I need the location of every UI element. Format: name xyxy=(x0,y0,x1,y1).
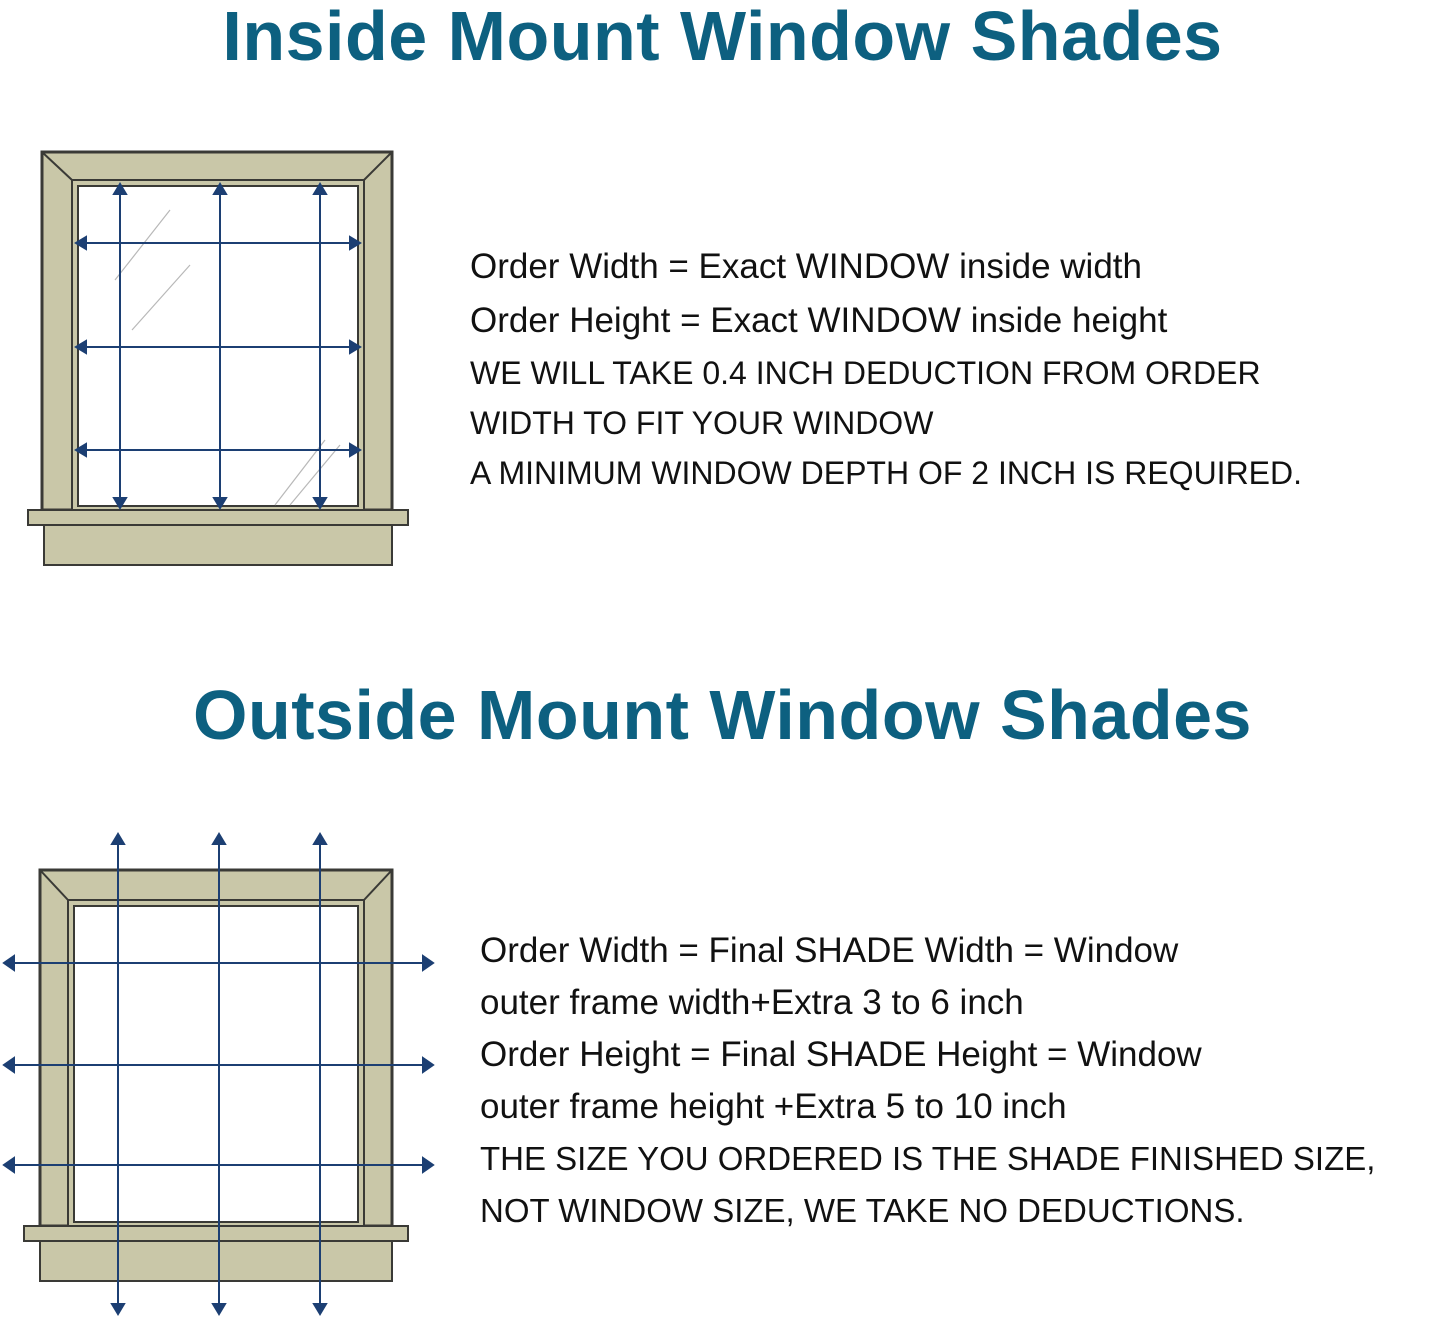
inside-mount-window-diagram xyxy=(20,140,420,580)
outside-order-width-cont: outer frame width+Extra 3 to 6 inch xyxy=(480,983,1024,1022)
window-apron xyxy=(40,1241,392,1281)
inside-deduction-note: WE WILL TAKE 0.4 INCH DEDUCTION FROM ORDER xyxy=(470,355,1261,391)
inside-depth-note: A MINIMUM WINDOW DEPTH OF 2 INCH IS REQUIRED. xyxy=(470,455,1303,491)
inside-mount-instructions xyxy=(470,240,1302,498)
outside-finished-size-note: THE SIZE YOU ORDERED IS THE SHADE FINISHED SIZE, xyxy=(480,1140,1376,1177)
window-sill xyxy=(24,1226,408,1241)
inside-order-height: Order Height = Exact WINDOW inside height xyxy=(470,301,1168,340)
outside-mount-instructions xyxy=(480,925,1375,1237)
outside-mount-title: Outside Mount Window Shades xyxy=(193,676,1252,754)
inside-mount-title: Inside Mount Window Shades xyxy=(222,0,1223,75)
outside-order-height-cont: outer frame height +Extra 5 to 10 inch xyxy=(480,1087,1067,1126)
inside-order-width: Order Width = Exact WINDOW inside width xyxy=(470,247,1142,286)
window-sill xyxy=(28,510,408,525)
outside-mount-window-diagram xyxy=(0,828,445,1318)
window-apron xyxy=(44,525,392,565)
outside-order-width: Order Width = Final SHADE Width = Window xyxy=(480,931,1179,970)
outside-no-deduction-note: NOT WINDOW SIZE, WE TAKE NO DEDUCTIONS. xyxy=(480,1192,1245,1229)
inside-deduction-note-cont: WIDTH TO FIT YOUR WINDOW xyxy=(470,405,934,441)
outside-order-height: Order Height = Final SHADE Height = Window xyxy=(480,1035,1202,1074)
